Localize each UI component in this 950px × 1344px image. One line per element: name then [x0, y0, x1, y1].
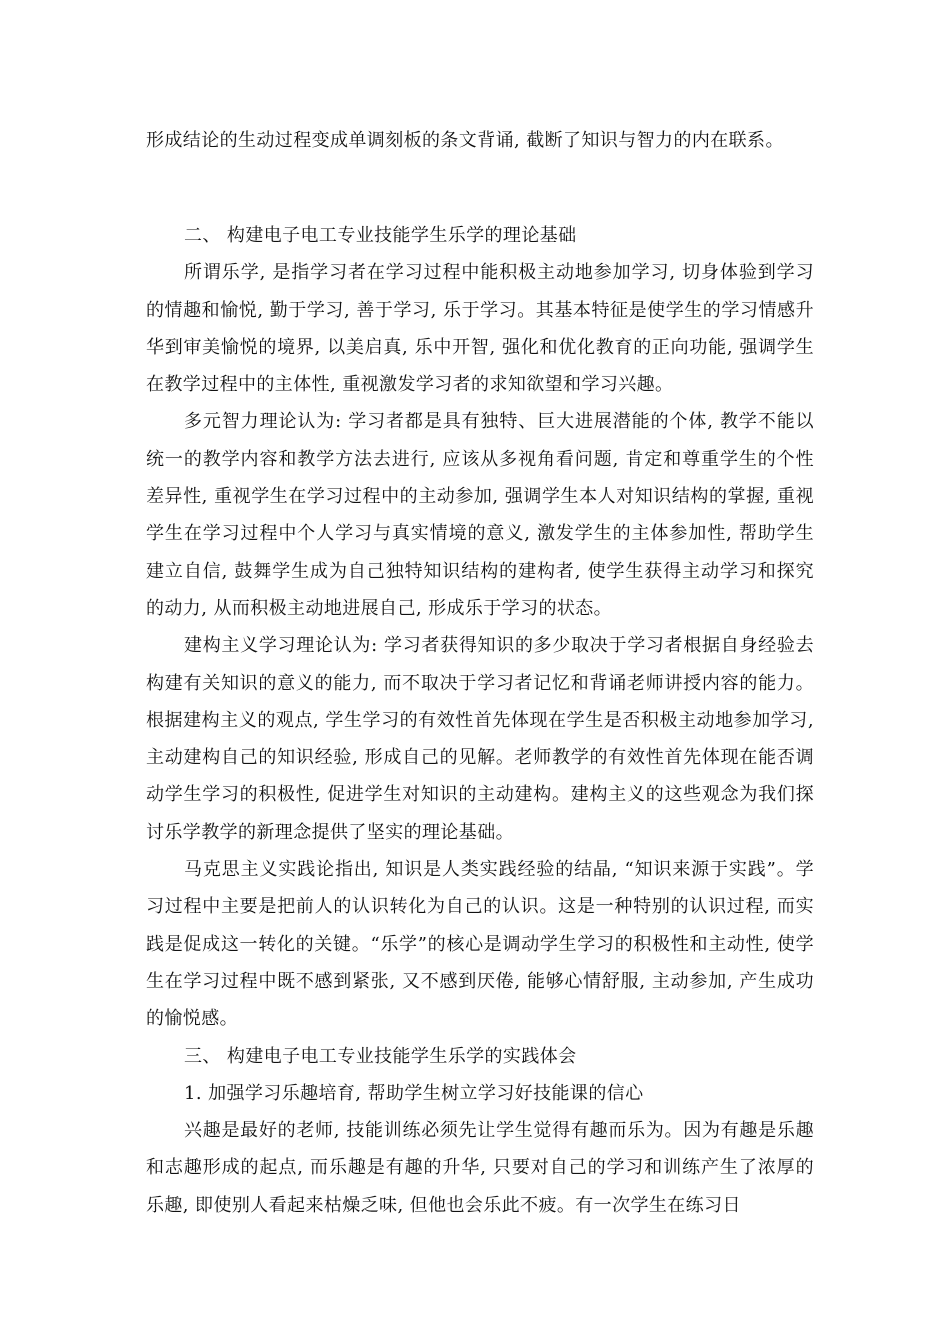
lead-paragraph: 形成结论的生动过程变成单调刻板的条文背诵, 截断了知识与智力的内在联系。 [146, 130, 784, 151]
section-3-heading: 三、 构建电子电工专业技能学生乐学的实践体会 [184, 1045, 577, 1067]
paragraph: 兴趣是最好的老师, 技能训练必须先让学生觉得有趣而乐为。因为有趣是乐趣和志趣形成的起点, 而乐趣是有趣的升华, 只要对自己的学习和训练产生了浓厚的乐趣, 即使别人看起来枯燥乏味, 但他也会乐此不疲。有一次学生在练习日 [146, 1120, 814, 1216]
paragraph: 所谓乐学, 是指学习者在学习过程中能积极主动地参加学习, 切身体验到学习的情趣和愉悦, 勤于学习, 善于学习, 乐于学习。其基本特征是使学生的学习情感升华到审美愉悦的境界, 以美启真, 乐中开智, 强化和优化教育的正向功能, 强调学生在教学过程中的主体性, 重视激发学习者的求知欲望和学习兴趣。 [146, 262, 814, 396]
paragraph: 多元智力理论认为: 学习者都是具有独特、巨大进展潜能的个体, 教学不能以统一的教学内容和教学方法去进行, 应该从多视角看问题, 肯定和尊重学生的个性差异性, 重视学生在学习过程中的主动参加, 强调学生本人对知识结构的掌握, 重视学生在学习过程中个人学习与真实情境的意义, 激发学生的主体参加性, 帮助学生建立自信, 鼓舞学生成为自己独特知识结构的建构者, 使学生获得主动学习和探究的动力, 从而积极主动地进展自己, 形成乐于学习的状态。 [146, 411, 814, 619]
paragraph: 马克思主义实践论指出, 知识是人类实践经验的结晶, “知识来源于实践”。学习过程中主要是把前人的认识转化为自己的认识。这是一种特别的认识过程, 而实践是促成这一转化的关键。“乐学”的核心是调动学生学习的积极性和主动性, 使学生在学习过程中既不感到紧张, 又不感到厌倦, 能够心情舒服, 主动参加, 产生成功的愉悦感。 [146, 859, 814, 1030]
section-2-heading: 二、 构建电子电工专业技能学生乐学的理论基础 [184, 225, 577, 246]
lead-block [146, 122, 814, 159]
spacer [146, 192, 814, 217]
body-block [146, 192, 814, 1224]
subsection-1-heading: 1. 加强学习乐趣培育, 帮助学生树立学习好技能课的信心 [184, 1082, 644, 1104]
paragraph: 建构主义学习理论认为: 学习者获得知识的多少取决于学习者根据自身经验去构建有关知识的意义的能力, 而不取决于学习者记忆和背诵老师讲授内容的能力。根据建构主义的观点, 学生学习的有效性首先体现在学生是否积极主动地参加学习, 主动建构自己的知识经验, 形成自己的见解。老师教学的有效性首先体现在能否调动学生学习的积极性, 促进学生对知识的主动建构。建构主义的这些观念为我们探讨乐学教学的新理念提供了坚实的理论基础。 [146, 635, 814, 843]
